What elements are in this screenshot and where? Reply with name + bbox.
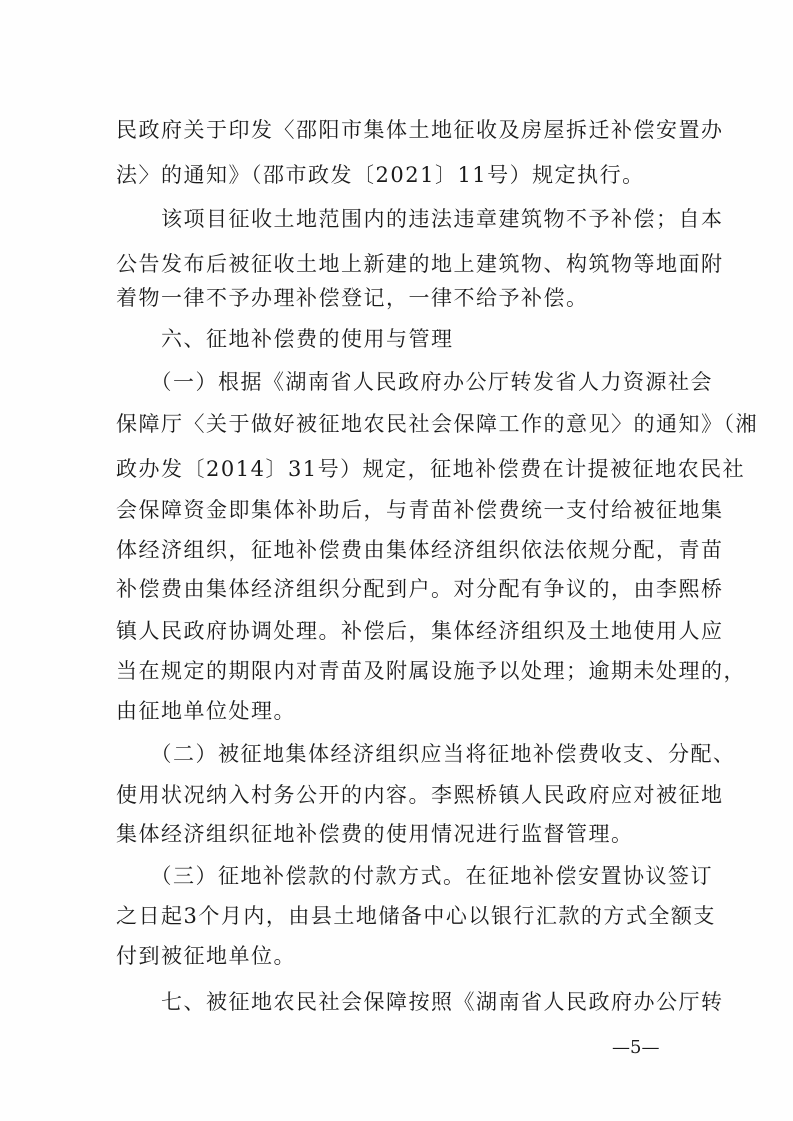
text-line: 由征地单位处理。	[116, 699, 296, 723]
section-heading: 七、被征地农民社会保障按照《湖南省人民政府办公厅转	[116, 990, 724, 1014]
page-number: —5—	[612, 1037, 660, 1058]
text-line: 着物一律不予办理补偿登记，一律不给予补偿。	[116, 286, 589, 310]
text-line: 付到被征地单位。	[116, 944, 296, 968]
text-line: 政办发〔2014〕31号）规定，征地补偿费在计提被征地农民社	[116, 457, 746, 481]
text-line: （三）征地补偿款的付款方式。在征地补偿安置协议签订	[116, 864, 713, 888]
text-line: 当在规定的期限内对青苗及附属设施予以处理；逾期未处理的，	[116, 659, 746, 683]
text-line: 使用状况纳入村务公开的内容。李熙桥镇人民政府应对被征地	[116, 783, 724, 807]
text-line: 保障厅〈关于做好被征地农民社会保障工作的意见〉的通知》（湘	[116, 412, 758, 436]
text-line: 镇人民政府协调处理。补偿后，集体经济组织及土地使用人应	[116, 619, 724, 643]
text-line: 体经济组织，征地补偿费由集体经济组织依法依规分配，青苗	[116, 538, 724, 562]
text-line: 集体经济组织征地补偿费的使用情况进行监督管理。	[116, 822, 634, 846]
text-line: （二）被征地集体经济组织应当将征地补偿费收支、分配、	[116, 742, 736, 766]
text-line: 民政府关于印发〈邵阳市集体土地征收及房屋拆迁补偿安置办	[116, 118, 724, 142]
text-line: 公告发布后被征收土地上新建的地上建筑物、构筑物等地面附	[116, 252, 724, 276]
text-line: 补偿费由集体经济组织分配到户。对分配有争议的，由李熙桥	[116, 577, 724, 601]
text-line: 该项目征收土地范围内的违法违章建筑物不予补偿；自本	[116, 207, 724, 231]
section-heading: 六、征地补偿费的使用与管理	[116, 327, 454, 351]
text-line: （一）根据《湖南省人民政府办公厅转发省人力资源社会	[116, 370, 713, 394]
text-line: 法〉的通知》（邵市政发〔2021〕11号）规定执行。	[116, 163, 645, 187]
text-line: 会保障资金即集体补助后，与青苗补偿费统一支付给被征地集	[116, 498, 724, 522]
text-line: 之日起3个月内，由县土地储备中心以银行汇款的方式全额支	[116, 904, 716, 928]
